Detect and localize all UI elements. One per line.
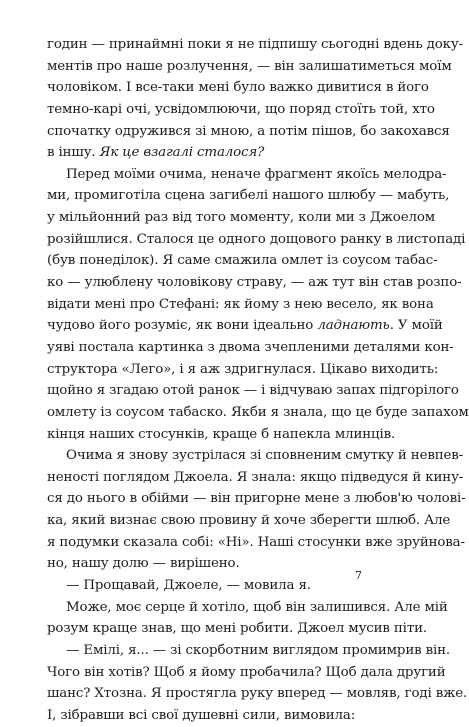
text-line-content: ко — улюблену чоловікову страву, — аж тут він став розпо- — [47, 275, 462, 291]
text-line-content: омлету із соусом табаско. Якби я знала, що це буде запахом — [47, 404, 469, 420]
text-line-content: — Емілі, я... — зі скорботним виглядом промимрив він. — [66, 642, 451, 658]
text-line-content: шанс? Хтозна. Я простягла руку вперед — мовляв, годі вже. — [47, 686, 468, 702]
text-line — [47, 683, 468, 705]
text-line — [47, 445, 464, 467]
italic-phrase: Як це взагалі сталося? — [99, 145, 265, 161]
text-line-content: ка, який визнає свою провину й хоче зберегти шлюб. Але — [47, 513, 451, 529]
text-line-content: Перед моїми очима, неначе фрагмент якоїсь мелодра- — [66, 166, 447, 182]
text-line — [47, 207, 436, 229]
text-line-content: І, зібравши всі свої душевні сили, вимовила: — [47, 707, 356, 723]
text-line — [47, 510, 451, 532]
italic-phrase: ладнають — [317, 318, 390, 334]
text-line — [47, 597, 448, 619]
text-line — [47, 164, 447, 186]
text-line-content: чоловіком. І все-таки мені було важко дивитися в його — [47, 80, 429, 96]
text-line-content: в іншу. — [47, 145, 96, 161]
text-line-content: спочатку одружився зі мною, а потім пішов, бо закохався — [47, 123, 450, 139]
text-line-content: Може, моє серце й хотіло, щоб він залишився. Але мій — [66, 599, 448, 615]
text-line-tail: . У моїй — [389, 318, 443, 334]
text-line — [47, 272, 462, 294]
page-number: 7 — [355, 569, 362, 582]
text-line — [47, 575, 360, 597]
text-line — [47, 185, 450, 207]
text-line-content: (був понеділок). Я саме смажила омлет із соусом табас- — [47, 253, 438, 269]
text-line — [47, 488, 466, 510]
page-body — [47, 34, 469, 727]
text-line — [47, 662, 446, 684]
text-line-content: ся до нього в обійми — він пригорне мене з любов'ю чолові- — [47, 491, 466, 507]
text-line-content: неності поглядом Джоела. Я знала: якщо підведуся й кину- — [47, 469, 464, 485]
text-line — [47, 34, 463, 56]
text-line — [47, 315, 443, 337]
text-line — [47, 553, 360, 575]
text-line — [47, 424, 396, 446]
text-line-content: ми, промиготіла сцена загибелі нашого шлюбу — мабуть, — [47, 188, 450, 204]
text-line-content: — Прощавай, Джоеле, — мовила я. — [66, 578, 311, 594]
text-line-content: ментів про наше розлучення, — він залишатиметься моїм — [47, 58, 452, 74]
text-line-content: структора «Лего», і я аж здригнулася. Цікаво виходить: — [47, 361, 439, 377]
text-line — [47, 99, 435, 121]
text-line — [47, 142, 360, 164]
text-line-content: розум краще знав, що мені робити. Джоел мусив піти. — [47, 621, 427, 637]
text-line-content: розійшлися. Сталося це одного дощового ранку в листопаді — [47, 231, 466, 247]
text-line — [47, 467, 464, 489]
text-line — [47, 705, 360, 727]
text-line — [47, 532, 465, 554]
text-line-content: Очима я знову зустрілася зі сповненим смутку й невпев- — [66, 448, 464, 464]
text-line-content: темно-карі очі, усвідомлюючи, що поряд стоїть той, хто — [47, 101, 435, 117]
text-line — [47, 121, 450, 143]
text-line — [47, 640, 451, 662]
text-line-content: щойно я згадаю отой ранок — і відчуваю запах підгорілого — [47, 383, 459, 399]
text-line — [47, 618, 427, 640]
text-line — [47, 337, 454, 359]
text-line-content: уяві постала картинка з двома зчепленими деталями кон- — [47, 339, 454, 355]
text-line — [47, 402, 469, 424]
text-line — [47, 77, 429, 99]
text-line — [47, 359, 439, 381]
text-line — [47, 380, 459, 402]
text-line-content: годин — принаймні поки я не підпишу сьогодні вдень доку- — [47, 37, 463, 52]
text-line-content: но, нашу долю — вирішено. — [47, 556, 240, 572]
text-line — [47, 250, 438, 272]
text-line — [47, 229, 466, 251]
text-line-content: чудово його розуміє, як вони ідеально — [47, 318, 314, 334]
text-line — [47, 56, 452, 78]
text-line — [47, 294, 434, 316]
text-line-content: у мільйонний раз від того моменту, коли ми з Джоелом — [47, 210, 436, 226]
text-line-content: кінця наших стосунків, краще б напекла млинців. — [47, 426, 396, 442]
text-line-content: я подумки сказала собі: «Ні». Наші стосунки вже зруйнова- — [47, 534, 465, 550]
text-line-content: відати мені про Стефані: як йому з нею весело, як вона — [47, 296, 434, 312]
text-line-content: Чого він хотів? Щоб я йому пробачила? Щоб дала другий — [47, 664, 446, 680]
